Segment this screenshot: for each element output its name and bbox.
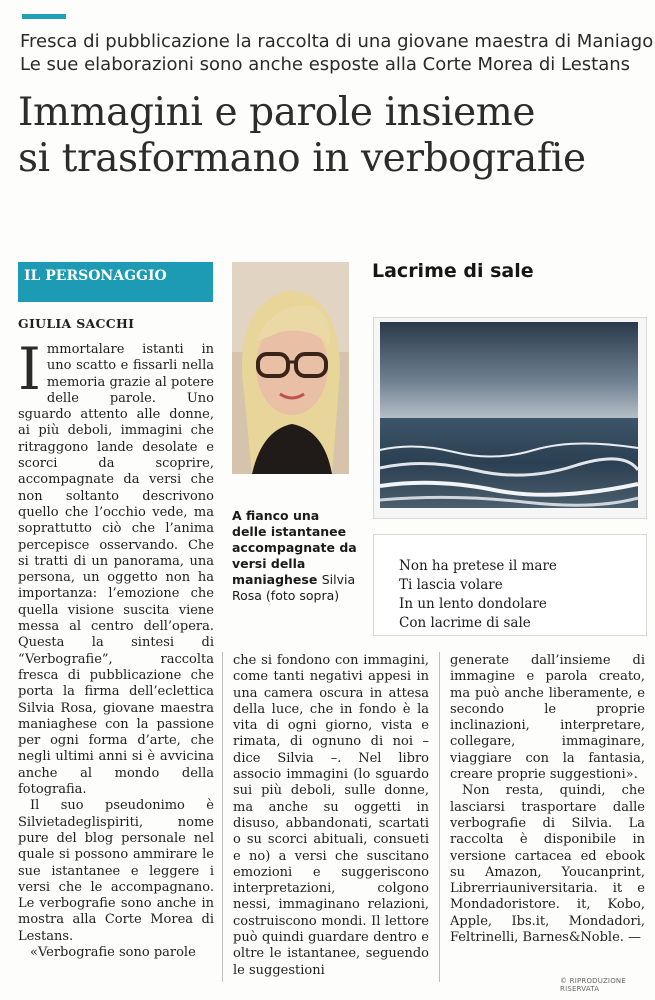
section-tag [18,262,213,302]
author-byline: GIULIA SACCHI [18,316,135,331]
accent-bar [22,14,66,19]
headline-line: Immagini e parole insieme [18,90,536,135]
article-column-2 [233,653,429,979]
article-paragraph: generate dall’insieme di immagine e parola creato, ma può anche liberamente, e secondo le proprie inclinazioni, interpretare, collegare, immaginare, viaggiare con la fantasia, creare proprie suggestioni». [450,653,645,783]
article-column-3 [450,653,645,946]
poem-title: Lacrime di sale [372,260,534,282]
copyright-notice: © RIPRODUZIONE RISERVATA [560,977,626,993]
poem-line: Con lacrime di sale [399,615,531,631]
poem-line: Ti lascia volare [399,577,503,593]
article-paragraph: Non resta, quindi, che lasciarsi trasportare dalle verbografie di Silvia. La raccolta è disponibile in versione cartacea ed ebook su Amazon, Youcanprint, Librerriauniversitaria. it e Mondadoristore. it, Kobo, Apple, Ibs.it, Mondadori, Feltrinelli, Barnes&Noble. — [450,783,645,946]
article-paragraph: che si fondono con immagini, come tanti negativi appesi in una camera oscura in attesa della luce, che in fondo è la vita di ogni giorno, vista e rimata, di ognuno di noi – dice Silvia –. Nel libro associo immagini (lo sguardo sui più deboli, sulle donne, ma anche su oggetti in disuso, abbandonati, scartati o su scorci abituali, consueti e no) a versi che suscitano emozioni e suggeriscono interpretazioni, colgono nessi, immaginano relazioni, costruiscono mondi. Il lettore può quindi guardare dentro e oltre le istantanee, seguendo le suggestioni [233,653,429,978]
drop-cap: I [18,335,41,403]
photo-caption: A fianco una delle istantanee accompagnate da versi della maniaghese Silvia Rosa (foto sopra) [232,508,357,603]
article-paragraph: Immortalare istanti in uno scatto e fissarli nella memoria grazie al potere delle parole. Uno sguardo attento alle donne, ai più deboli, immagini che ritraggono lande desolate e scorci da scoprire, accompagnate da versi che non soltanto descrivono quello che l’occhio vede, ma soprattutto ciò che l’anima percepisce osservando. Che si tratti di un panorama, una persona, un oggetto non ha importanza: l’emozione che quella visione suscita viene messa al centro dell’opera. Questa la sintesi di “Verbografie”, raccolta fresca di pubblicazione che porta la firma dell’eclettica Silvia Rosa, giovane maestra maniaghese con la passione per ogni forma d’arte, che negli ultimi anni si è avvicina anche al mondo della fotografia. [18,335,214,798]
section-tag-label: IL PERSONAGGIO [24,268,167,284]
photo-credit: Silvia Rosa (foto sopra) [232,572,356,603]
article-column-1 [18,335,214,961]
sea-photo [373,317,647,519]
poem-box [373,534,647,636]
headline-line: si trasformano in verbografie [18,136,586,181]
author-portrait-photo [232,262,349,474]
headline [18,90,648,182]
kicker-line: Fresca di pubblicazione la raccolta di una giovane maestra di Maniago [20,31,654,52]
poem-line: Non ha pretese il mare [399,558,557,574]
kicker [20,30,654,76]
kicker-line: Le sue elaborazioni sono anche esposte alla Corte Morea di Lestans [20,54,631,75]
article-paragraph: «Verbografie sono parole [30,944,196,960]
article-paragraph: Il suo pseudonimo è Silvietadeglispiriti, nome pure del blog personale nel quale si possono ammirare le sue istantanee e leggere i versi che le accompagnano. Le verbografie sono anche in mostra alla Corte Morea di Lestans. [18,798,214,944]
poem-line: In un lento dondolare [399,596,547,612]
